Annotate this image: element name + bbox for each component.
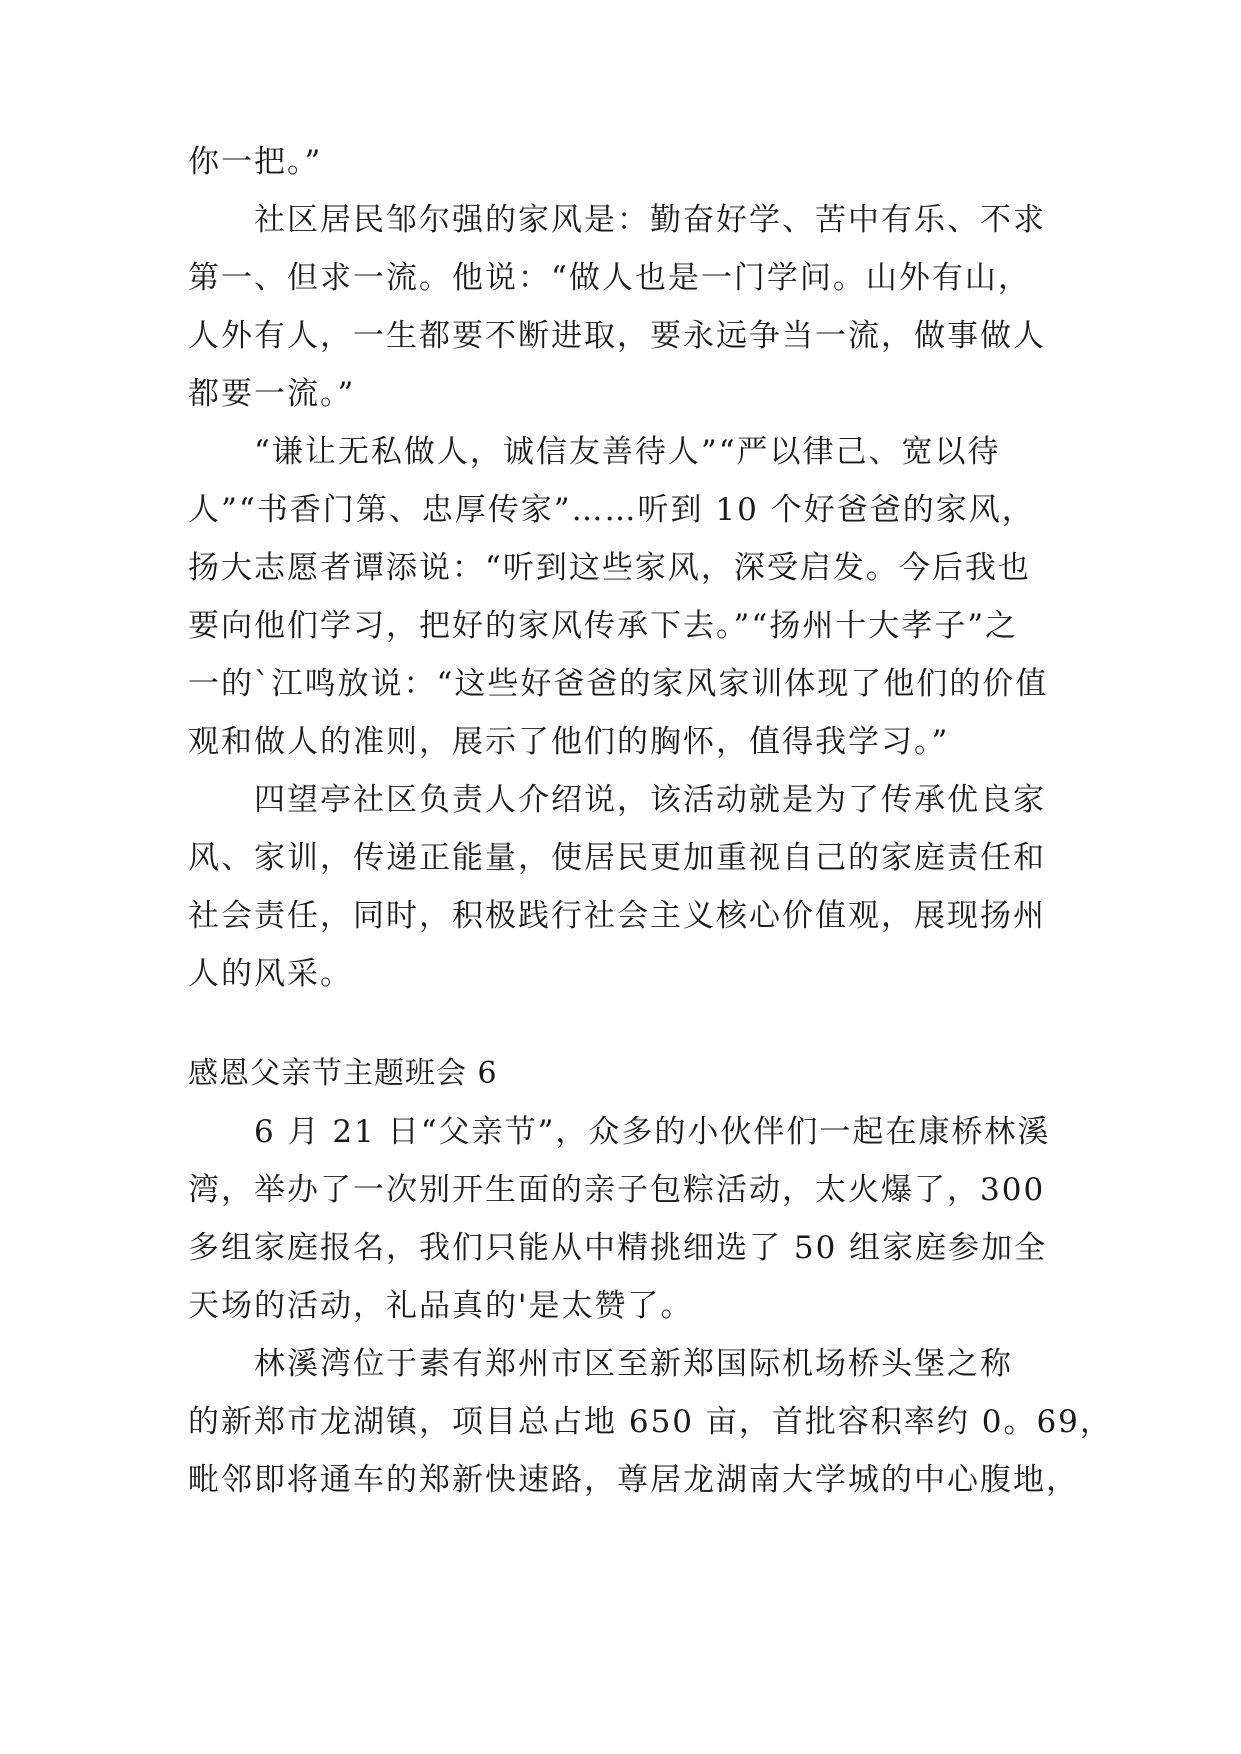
paragraph-line: 社会责任，同时，积极践行社会主义核心价值观，展现扬州 — [188, 898, 1046, 934]
paragraph-line: 人”“书香门第、忠厚传家”……听到 10 个好爸爸的家风， — [188, 492, 1035, 528]
section-fathers-day-event — [188, 1103, 1113, 1509]
paragraph-line: 湾，举办了一次别开生面的亲子包粽活动，太火爆了，300 — [188, 1172, 1046, 1208]
paragraph-line: 观和做人的准则，展示了他们的胸怀，值得我学习。” — [188, 724, 950, 760]
paragraph-line: 扬大志愿者谭添说：“听到这些家风，深受启发。今后我也 — [188, 550, 1031, 586]
paragraph-line: 都要一流。” — [188, 376, 356, 412]
section-family-values — [188, 133, 1050, 1003]
paragraph-line: 林溪湾位于素有郑州市区至新郑国际机场桥头堡之称 — [254, 1346, 1013, 1382]
section-heading: 感恩父亲节主题班会 6 — [188, 1056, 498, 1091]
paragraph-line: 6 月 21 日“父亲节”，众多的小伙伴们一起在康桥林溪 — [254, 1114, 1051, 1150]
paragraph-line: 社区居民邹尔强的家风是：勤奋好学、苦中有乐、不求 — [254, 202, 1046, 238]
paragraph-line: 人的风采。 — [188, 956, 353, 992]
paragraph-line: 你一把。” — [188, 144, 323, 180]
paragraph-line: 第一、但求一流。他说：“做人也是一门学问。山外有山， — [188, 260, 1031, 296]
paragraph-line: 的新郑市龙湖镇，项目总占地 650 亩，首批容积率约 0。69， — [188, 1404, 1113, 1440]
paragraph-line: 天场的活动，礼品真的'是太赞了。 — [188, 1288, 694, 1324]
paragraph-line: 毗邻即将通车的郑新快速路，尊居龙湖南大学城的中心腹地， — [188, 1462, 1079, 1498]
paragraph-line: 一的`江鸣放说：“这些好爸爸的家风家训体现了他们的价值 — [188, 666, 1049, 702]
paragraph-line: 风、家训，传递正能量，使居民更加重视自己的家庭责任和 — [188, 840, 1046, 876]
paragraph-line: 人外有人，一生都要不断进取，要永远争当一流，做事做人 — [188, 318, 1046, 354]
paragraph-line: “谦让无私做人，诚信友善待人”“严以律己、宽以待 — [254, 434, 1001, 470]
paragraph-line: 四望亭社区负责人介绍说，该活动就是为了传承优良家 — [254, 782, 1046, 818]
paragraph-line: 要向他们学习，把好的家风传承下去。”“扬州十大孝子”之 — [188, 608, 1019, 644]
paragraph-line: 多组家庭报名，我们只能从中精挑细选了 50 组家庭参加全 — [188, 1230, 1048, 1266]
